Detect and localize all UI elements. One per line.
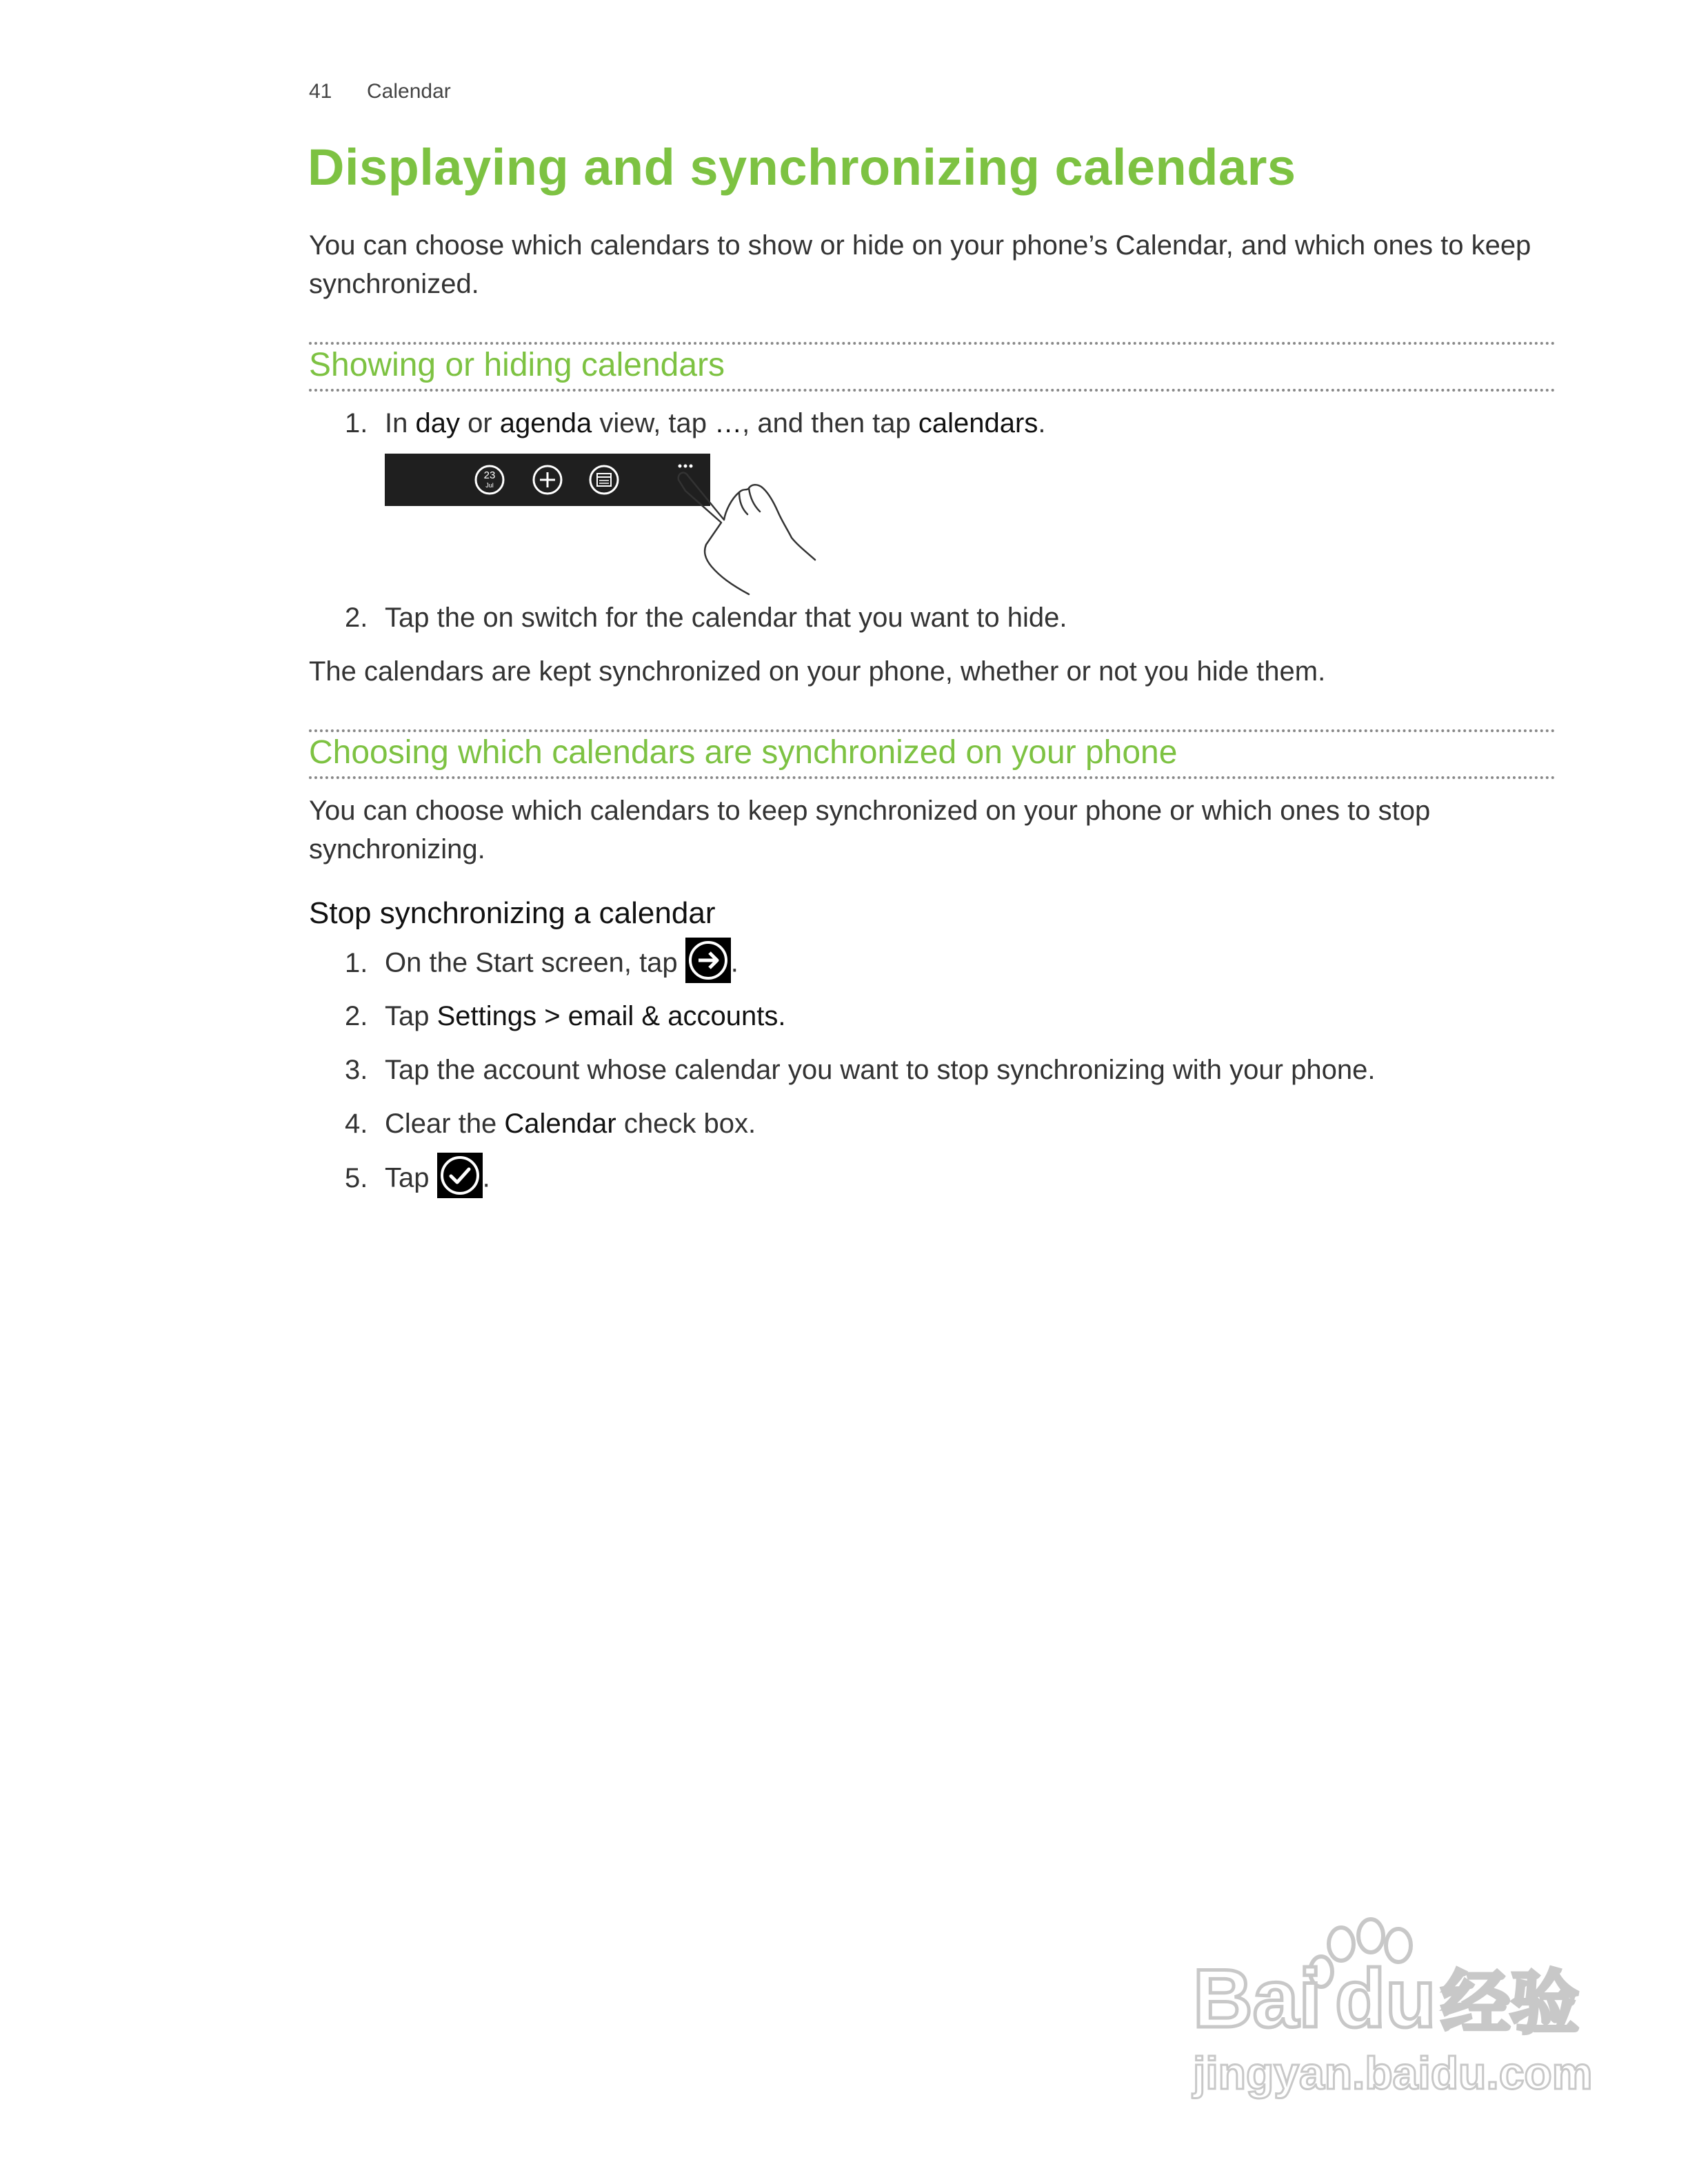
step-text: view, tap — [592, 408, 715, 438]
app-bar-illustration — [385, 454, 710, 506]
term-calendars: calendars — [918, 408, 1038, 438]
step-5-stop-sync — [345, 1157, 490, 1202]
term-agenda: agenda — [499, 408, 592, 438]
baidu-watermark — [1186, 1903, 1600, 2110]
section-divider-top — [309, 342, 1556, 345]
step-text: , and then tap — [742, 408, 918, 438]
section-heading-showing-hiding: Showing or hiding calendars — [309, 347, 725, 383]
step-number: 5. — [345, 1162, 368, 1193]
section2-intro: You can choose which calendars to keep synchronized on your phone or which ones to stop synchronizing. — [309, 796, 1431, 865]
section-name: Calendar — [367, 80, 451, 103]
section-divider-bottom — [309, 776, 1556, 779]
watermark-brand-2: du — [1335, 1952, 1436, 2045]
step-text: . — [482, 1162, 490, 1193]
toolbar-date-day: 23 — [483, 469, 496, 481]
section-divider-top — [309, 729, 1556, 732]
sync-note: The calendars are kept synchronized on your phone, whether or not you hide them. — [309, 656, 1326, 687]
step-number: 2. — [345, 603, 368, 633]
page-header — [309, 80, 451, 103]
step-text: Tap — [385, 1001, 437, 1031]
calendar-date-icon — [476, 466, 503, 494]
term-more: … — [714, 408, 743, 438]
intro-paragraph: You can choose which calendars to show or hide on your phone’s Calendar, and which ones to keep synchronized. — [309, 230, 1531, 299]
step-number: 2. — [345, 1001, 368, 1031]
toolbar-date-month: Jul — [485, 482, 494, 489]
step-1-stop-sync — [345, 942, 738, 987]
step-3-stop-sync — [345, 1051, 1375, 1089]
step-text: Tap the on switch for the calendar that you want to hide. — [385, 603, 1067, 633]
step-number: 4. — [345, 1109, 368, 1139]
watermark-brand: Bai — [1193, 1952, 1322, 2045]
step-text: On the Start screen, tap — [385, 947, 685, 978]
watermark-url: jingyan.baidu.com — [1193, 2048, 1593, 2099]
subheading-stop-sync: Stop synchronizing a calendar — [309, 896, 716, 930]
page-title: Displaying and synchronizing calendars — [308, 139, 1296, 196]
step-4-stop-sync — [345, 1104, 756, 1143]
checkmark-icon — [437, 1153, 483, 1198]
step-2-show-hide — [345, 598, 1067, 637]
page-number: 41 — [309, 80, 332, 103]
step-text: . — [730, 947, 738, 978]
step-text: Tap the account whose calendar you want to stop synchronizing with your phone. — [385, 1055, 1376, 1085]
month-view-icon — [590, 466, 618, 494]
section-divider-bottom — [309, 389, 1556, 392]
step-text: In — [385, 408, 416, 438]
step-text: check box. — [616, 1109, 756, 1139]
step-text: . — [1038, 408, 1046, 438]
arrow-right-icon — [685, 938, 731, 983]
step-text: Tap — [385, 1162, 437, 1193]
term-calendar: Calendar — [504, 1109, 616, 1139]
watermark-cn: 经验 — [1441, 1963, 1579, 2043]
hand-pointer-icon — [676, 463, 821, 598]
add-icon — [534, 466, 561, 494]
step-number: 1. — [345, 408, 368, 438]
term-day: day — [415, 408, 460, 438]
section-heading-choosing: Choosing which calendars are synchronized on your phone — [309, 734, 1178, 771]
step-number: 1. — [345, 947, 368, 978]
step-number: 3. — [345, 1055, 368, 1085]
term-settings-path: Settings > email & accounts. — [436, 1001, 786, 1031]
step-text: or — [459, 408, 500, 438]
step-text: Clear the — [385, 1109, 505, 1139]
step-1-show-hide — [345, 404, 1045, 443]
step-2-stop-sync — [345, 997, 785, 1035]
